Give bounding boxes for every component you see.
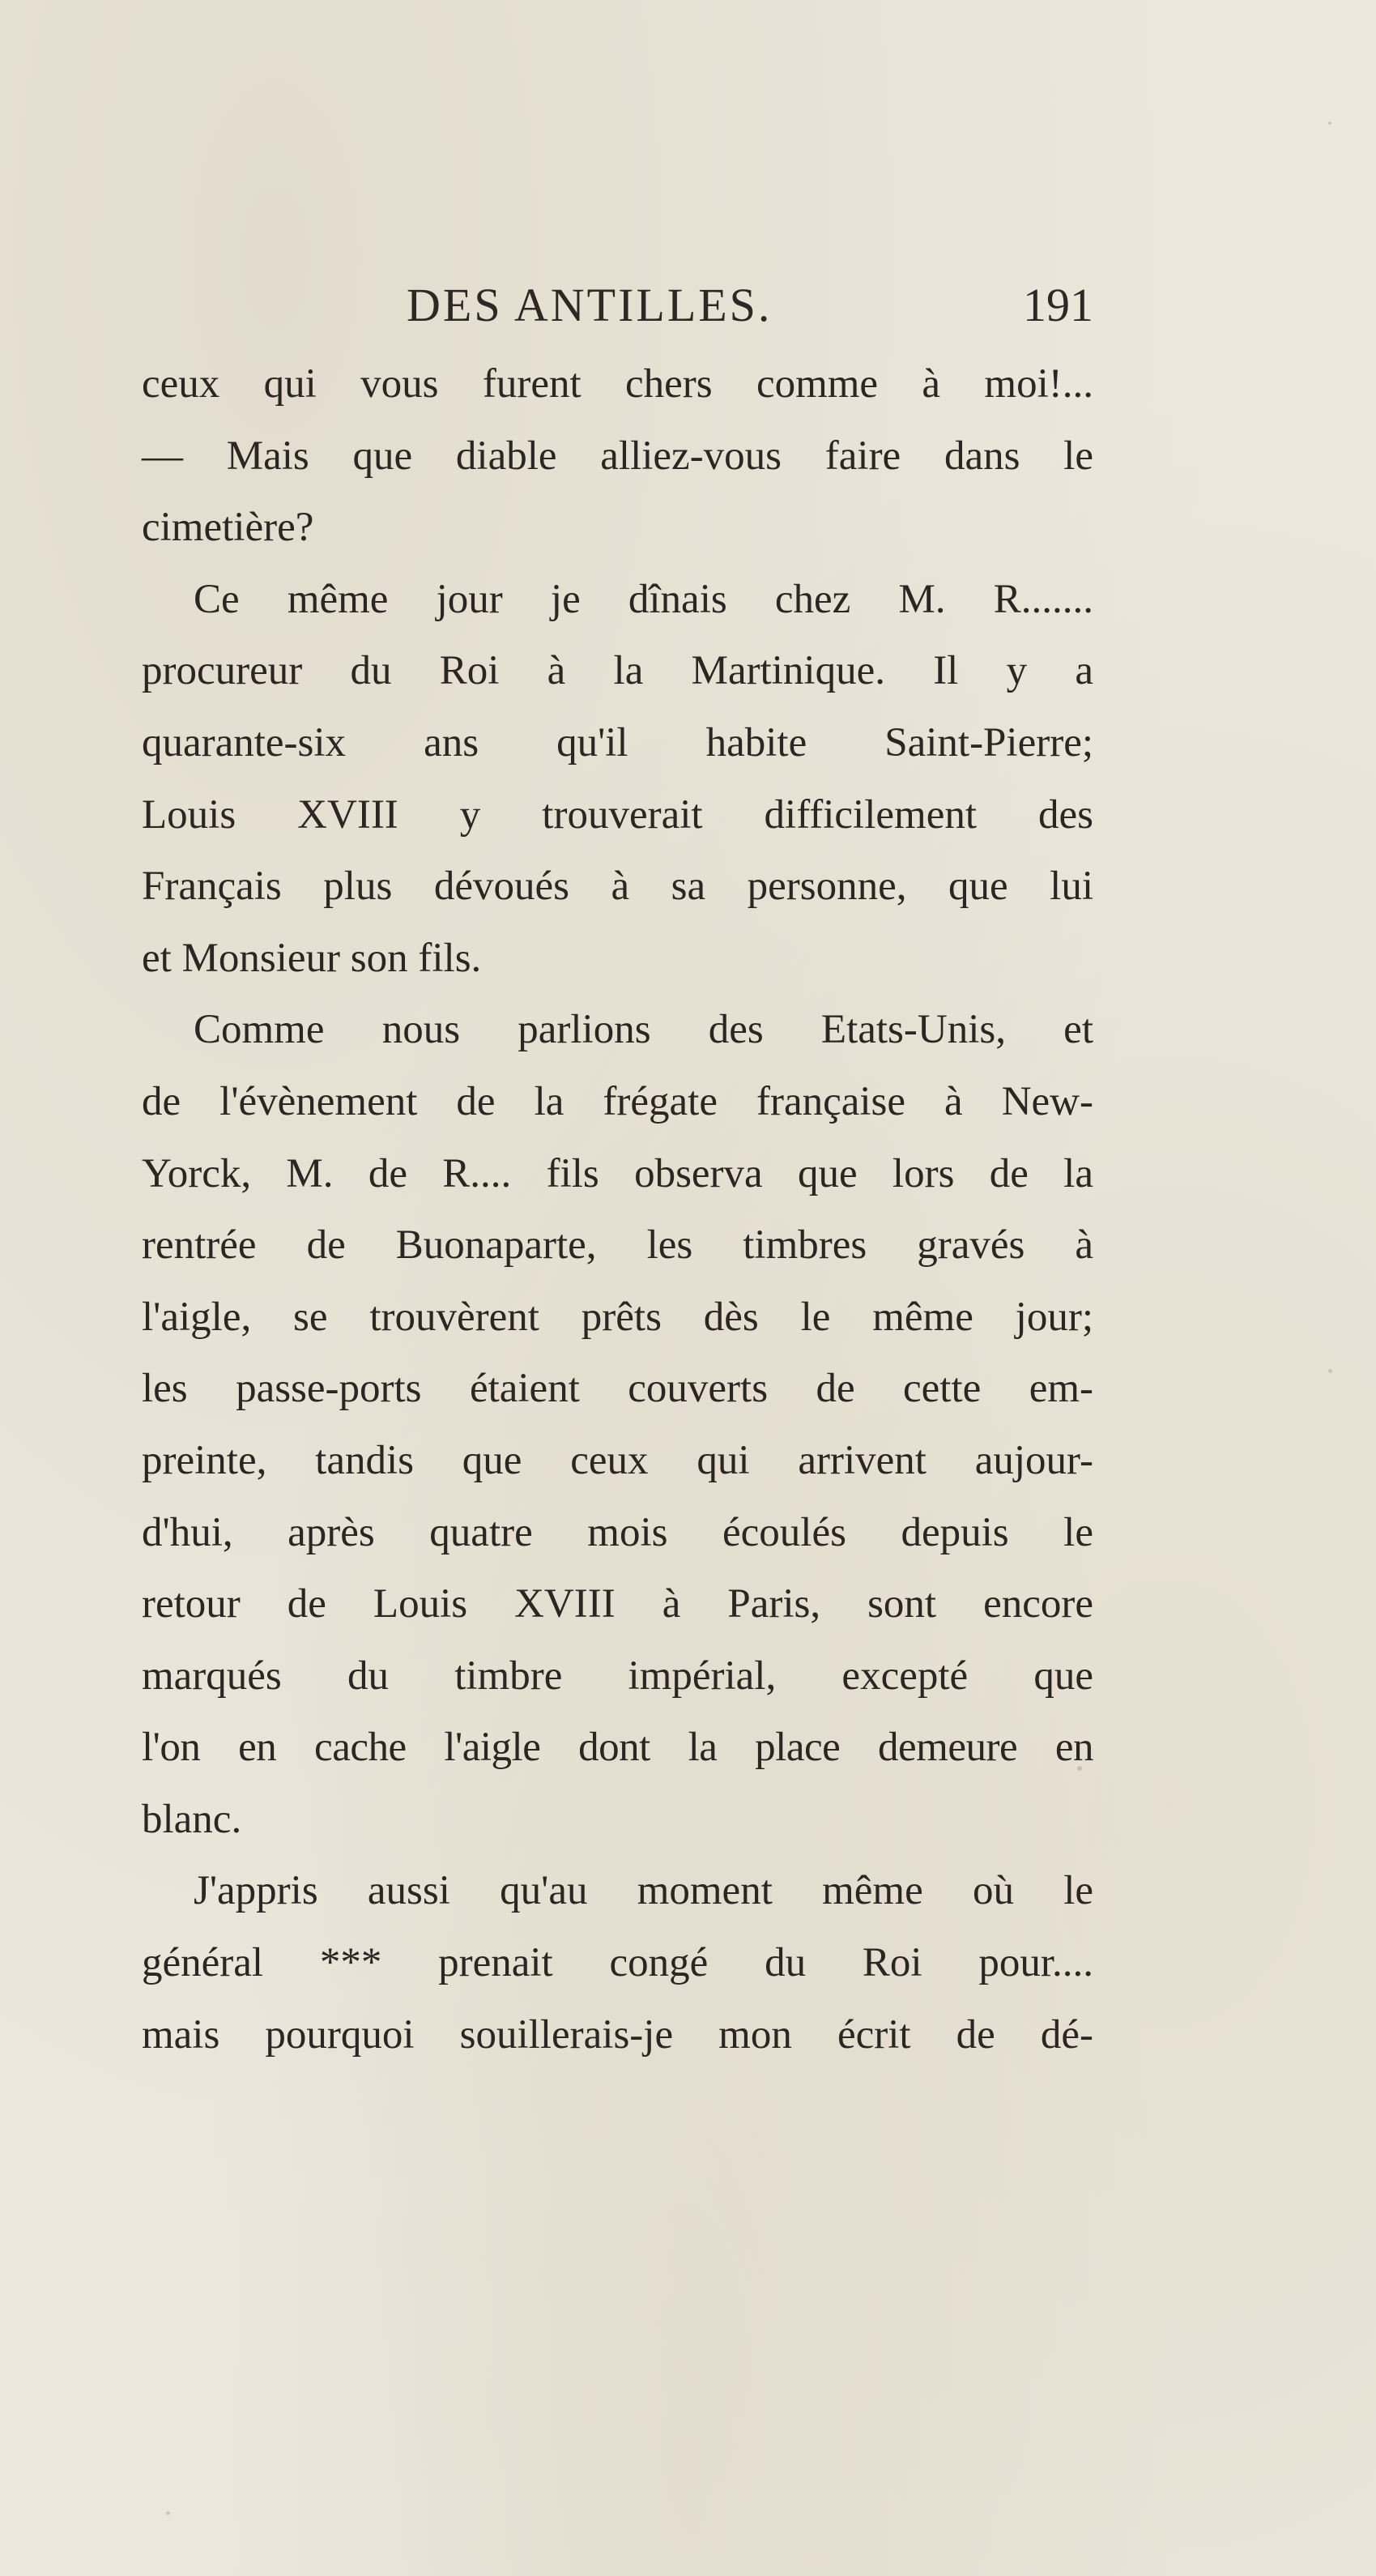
text-line: Louis XVIII y trouverait difficilement des bbox=[142, 791, 1093, 838]
text-line: procureur du Roi à la Martinique. Il y a bbox=[142, 648, 1093, 694]
text-line: preinte, tandis que ceux qui arrivent aujour- bbox=[142, 1437, 1093, 1483]
text-line: ceux qui vous furent chers comme à moi!... bbox=[142, 361, 1093, 407]
text-line: blanc. bbox=[142, 1796, 242, 1842]
text-line: et Monsieur son fils. bbox=[142, 935, 482, 981]
page-number: 191 bbox=[1023, 279, 1093, 331]
body-text bbox=[142, 348, 1093, 2071]
text-line: rentrée de Buonaparte, les timbres gravés à bbox=[142, 1222, 1093, 1269]
paper-foxing-spot bbox=[166, 2511, 170, 2515]
text-line: l'on en cache l'aigle dont la place demeure en bbox=[142, 1725, 1093, 1771]
text-line: marqués du timbre impérial, excepté que bbox=[142, 1653, 1093, 1699]
text-line: d'hui, après quatre mois écoulés depuis le bbox=[142, 1509, 1093, 1555]
text-line: général *** prenait congé du Roi pour.... bbox=[142, 1940, 1093, 1986]
text-line: les passe-ports étaient couverts de cette em- bbox=[142, 1366, 1093, 1412]
text-line: Ce même jour je dînais chez M. R....... bbox=[194, 576, 1093, 622]
text-line: — Mais que diable alliez-vous faire dans le bbox=[142, 433, 1093, 479]
text-line: quarante-six ans qu'il habite Saint-Pierre; bbox=[142, 719, 1093, 766]
text-line: retour de Louis XVIII à Paris, sont encore bbox=[142, 1581, 1093, 1627]
text-line: Comme nous parlions des Etats-Unis, et bbox=[194, 1007, 1093, 1053]
paper-foxing-spot bbox=[1328, 122, 1331, 125]
running-title: DES ANTILLES. bbox=[407, 279, 773, 331]
running-head bbox=[142, 277, 1093, 334]
paper-foxing-spot bbox=[1328, 1369, 1332, 1373]
text-line: Français plus dévoués à sa personne, que lui bbox=[142, 864, 1093, 910]
text-line: mais pourquoi souillerais-je mon écrit de dé- bbox=[142, 2011, 1093, 2058]
text-line: cimetière? bbox=[142, 505, 314, 551]
text-line: l'aigle, se trouvèrent prêts dès le même jour; bbox=[142, 1294, 1093, 1340]
text-line: de l'évènement de la frégate française à New- bbox=[142, 1078, 1093, 1124]
text-line: J'appris aussi qu'au moment même où le bbox=[194, 1868, 1093, 1914]
text-line: Yorck, M. de R.... fils observa que lors de la bbox=[142, 1150, 1093, 1196]
